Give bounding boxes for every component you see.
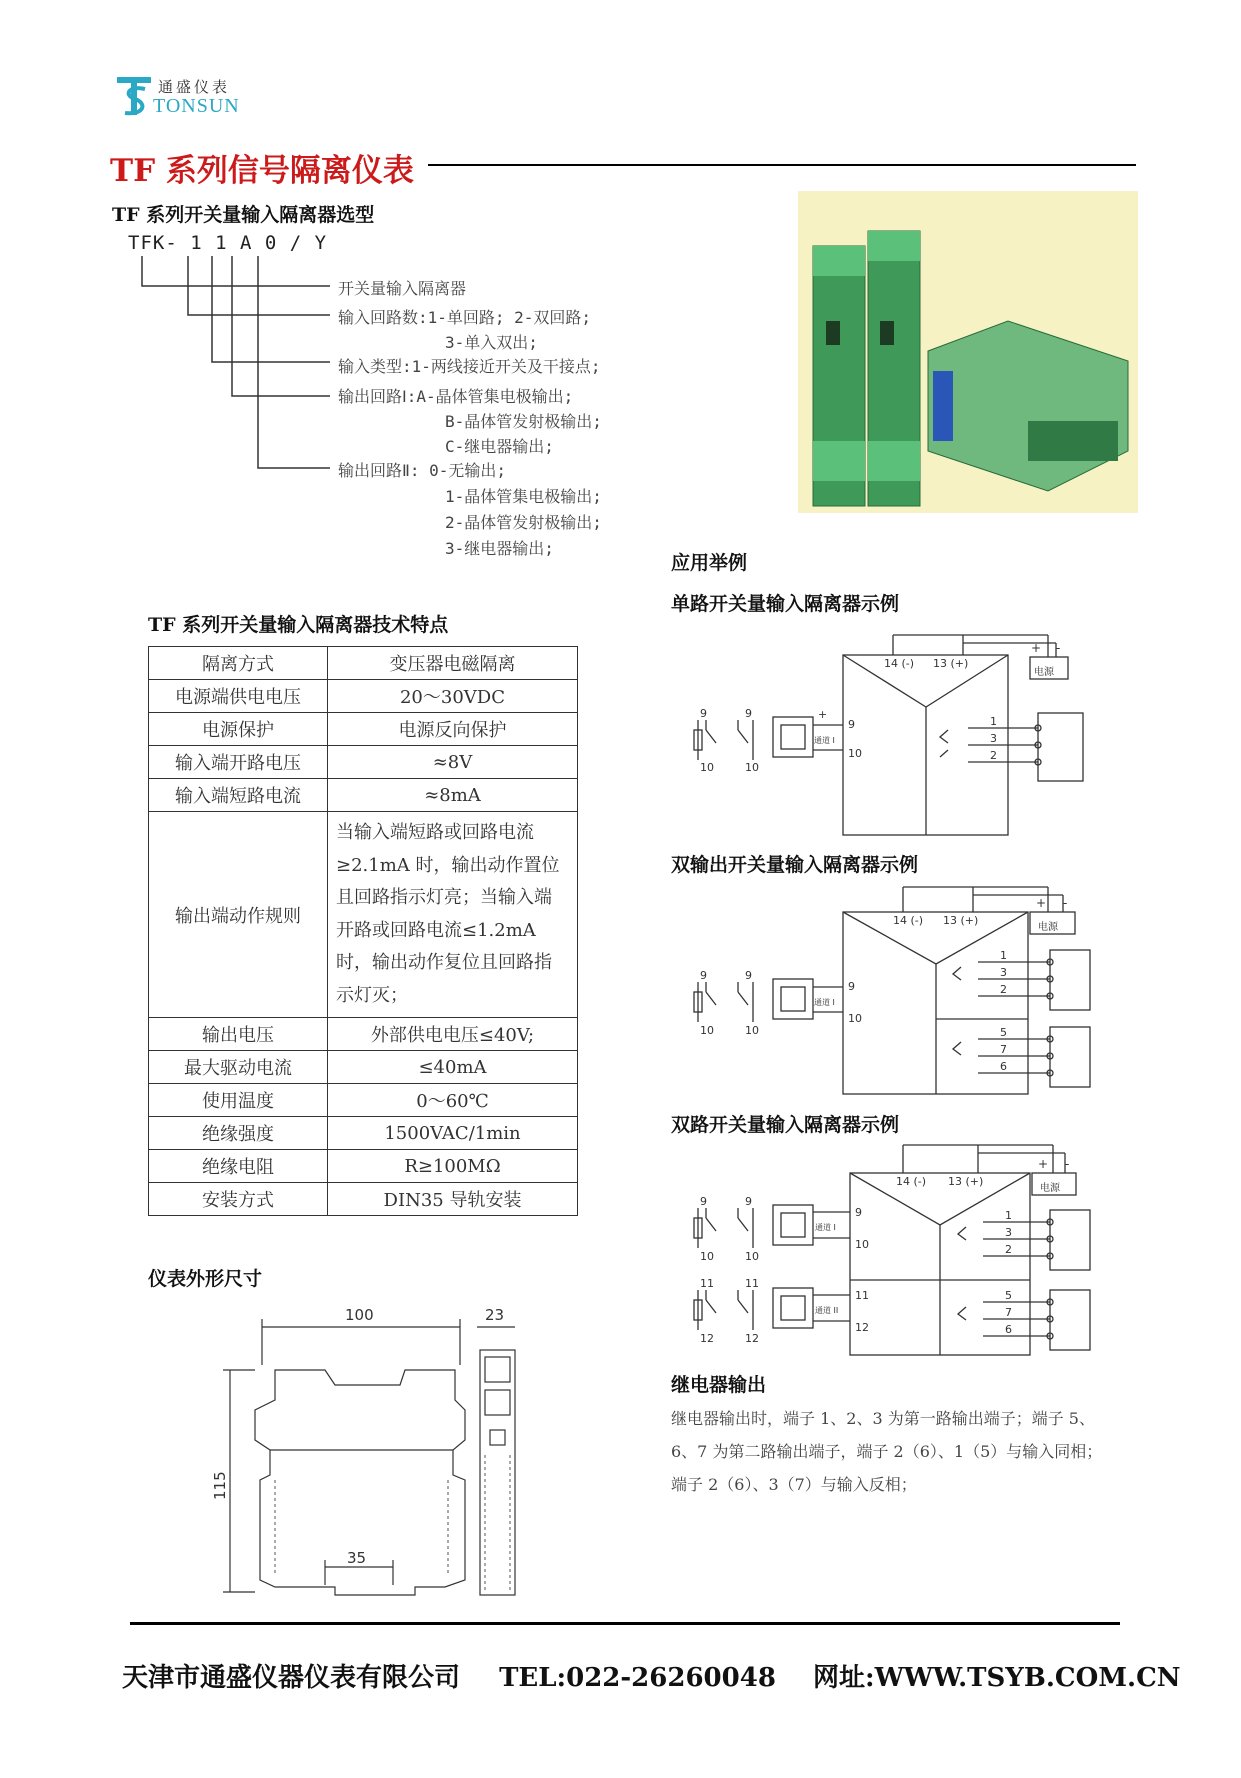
- module-illustration-3: [928, 321, 1128, 491]
- terminal-2-label: 2: [1000, 983, 1007, 996]
- company-name: 天津市通盛仪器仪表有限公司: [122, 1663, 461, 1693]
- power-plus-label: +: [1038, 1157, 1049, 1171]
- table-row: 安装方式 DIN35 导轨安装: [149, 1183, 578, 1216]
- table-row: 绝缘强度 1500VAC/1min: [149, 1117, 578, 1150]
- example3-diagram: [678, 1140, 1098, 1355]
- terminal-1-label: 1: [1005, 1209, 1012, 1222]
- table-row: 绝缘电阻 R≥100MΩ: [149, 1150, 578, 1183]
- terminal-7-label: 7: [1005, 1306, 1012, 1319]
- dimensions-heading: 仪表外形尺寸: [148, 1268, 263, 1290]
- width-dimension: 100: [345, 1306, 374, 1324]
- terminal-9-label: 9: [700, 969, 707, 982]
- terminal-1-label: 1: [990, 715, 997, 728]
- terminal-2-label: 2: [1005, 1243, 1012, 1256]
- example1-heading: 单路开关量输入隔离器示例: [671, 593, 900, 615]
- example1-diagram: [678, 625, 1098, 845]
- terminal-9-label: 9: [700, 707, 707, 720]
- terminal-10-label: 10: [848, 1012, 862, 1025]
- terminal-10-label: 10: [700, 761, 714, 774]
- footer-rule: [130, 1622, 1120, 1625]
- channel-label: 通道 II: [815, 1306, 839, 1315]
- title-rule: [428, 164, 1136, 166]
- terminal-9-label: 9: [745, 1195, 752, 1208]
- terminal-10-label: 10: [745, 1250, 759, 1263]
- height-dimension: 115: [211, 1471, 229, 1500]
- model-code: TFK- 1 1 A 0 / Y: [128, 232, 328, 254]
- selection-line: 1-晶体管集电极输出;: [445, 487, 602, 506]
- table-row: 电源端供电电压 20～30VDC: [149, 680, 578, 713]
- terminal-10-label: 10: [848, 747, 862, 760]
- terminal-10-label: 10: [855, 1238, 869, 1251]
- terminal-14-label: 14 (-): [884, 657, 915, 670]
- selection-line: 3-继电器输出;: [445, 539, 554, 558]
- terminal-9-label: 9: [745, 969, 752, 982]
- relay-description: 继电器输出时，端子 1、2、3 为第一路输出端子；端子 5、6、7 为第二路输出端子，端子 2（6）、1（5）与输入同相；端子 2（6）、3（7）与输入反相；: [671, 1409, 1103, 1494]
- terminal-13-label: 13 (+): [943, 914, 979, 927]
- tonsun-logo-icon: [115, 75, 155, 119]
- relay-heading: 继电器输出: [671, 1374, 767, 1396]
- terminal-2-label: 2: [990, 749, 997, 762]
- terminal-3-label: 3: [990, 732, 997, 745]
- terminal-7-label: 7: [1000, 1043, 1007, 1056]
- terminal-14-label: 14 (-): [893, 914, 924, 927]
- specs-table: [148, 646, 578, 1216]
- table-row: 输出端动作规则 当输入端短路或回路电流≥2.1mA 时，输出动作置位且回路指示灯亮；当输入端开路或回路电流≤1.2mA 时，输出动作复位且回路指示灯灭；: [149, 812, 578, 1018]
- power-minus-label: -: [1056, 641, 1061, 655]
- power-label: 电源: [1038, 922, 1058, 933]
- telephone: TEL:022-26260048: [499, 1663, 776, 1693]
- power-plus-label: +: [1031, 641, 1042, 655]
- terminal-6-label: 6: [1000, 1060, 1007, 1073]
- selection-line: 3-单入双出;: [445, 333, 538, 352]
- module-illustration-1: [813, 246, 865, 506]
- power-minus-label: -: [1063, 896, 1068, 910]
- selection-line: C-继电器输出;: [445, 437, 554, 456]
- rail-dimension: 35: [347, 1549, 367, 1567]
- selection-line: B-晶体管发射极输出;: [445, 412, 602, 431]
- terminal-13-label: 13 (+): [948, 1175, 984, 1188]
- terminal-5-label: 5: [1005, 1289, 1012, 1302]
- terminal-3-label: 3: [1005, 1226, 1012, 1239]
- power-label: 电源: [1034, 667, 1054, 678]
- terminal-5-label: 5: [1000, 1026, 1007, 1039]
- table-row: 隔离方式 变压器电磁隔离: [149, 647, 578, 680]
- terminal-1-label: 1: [1000, 949, 1007, 962]
- page-title: TF 系列信号隔离仪表: [110, 153, 414, 189]
- terminal-9-label: 9: [848, 718, 855, 731]
- footer: [122, 1657, 1181, 1694]
- example2-diagram: [678, 882, 1098, 1097]
- power-label: 电源: [1040, 1183, 1060, 1194]
- terminal-10-label: 10: [700, 1250, 714, 1263]
- selection-heading: TF 系列开关量输入隔离器选型: [112, 204, 375, 226]
- terminal-10-label: 10: [745, 761, 759, 774]
- terminal-12-label: 12: [745, 1332, 759, 1345]
- product-photo: [798, 191, 1138, 513]
- terminal-12-label: 12: [700, 1332, 714, 1345]
- selection-tree: [140, 256, 340, 476]
- selection-line: 输入类型:1-两线接近开关及干接点;: [338, 357, 601, 376]
- terminal-11-label: 11: [700, 1277, 714, 1290]
- selection-line: 输出回路Ⅰ:A-晶体管集电极输出;: [338, 387, 574, 406]
- table-row: 输入端开路电压 ≈8V: [149, 746, 578, 779]
- application-heading: 应用举例: [671, 552, 748, 574]
- terminal-9-label: 9: [855, 1206, 862, 1219]
- table-row: 使用温度 0～60℃: [149, 1084, 578, 1117]
- example3-heading: 双路开关量输入隔离器示例: [671, 1114, 900, 1136]
- depth-dimension: 23: [485, 1306, 505, 1324]
- terminal-14-label: 14 (-): [896, 1175, 927, 1188]
- terminal-11-label: 11: [855, 1289, 869, 1302]
- table-row: 最大驱动电流 ≤40mA: [149, 1051, 578, 1084]
- terminal-10-label: 10: [745, 1024, 759, 1037]
- terminal-13-label: 13 (+): [933, 657, 969, 670]
- logo-english-name: TONSUN: [153, 95, 240, 117]
- website: 网址:WWW.TSYB.COM.CN: [812, 1663, 1181, 1693]
- dimension-drawing: [211, 1305, 545, 1605]
- terminal-11-label: 11: [745, 1277, 759, 1290]
- specs-heading: TF 系列开关量输入隔离器技术特点: [148, 614, 449, 636]
- selection-line: 输入回路数:1-单回路; 2-双回路;: [338, 308, 592, 327]
- terminal-12-label: 12: [855, 1321, 869, 1334]
- terminal-10-label: 10: [700, 1024, 714, 1037]
- channel-label: 通道 I: [814, 998, 835, 1007]
- table-row: 电源保护 电源反向保护: [149, 713, 578, 746]
- logo-chinese-name: 通盛仪表: [158, 78, 231, 96]
- module-illustration-2: [868, 231, 920, 506]
- example2-heading: 双输出开关量输入隔离器示例: [671, 854, 919, 876]
- selection-line: 输出回路Ⅱ: 0-无输出;: [338, 461, 507, 480]
- terminal-6-label: 6: [1005, 1323, 1012, 1336]
- terminal-9-label: 9: [745, 707, 752, 720]
- channel-label: 通道 I: [815, 1223, 836, 1232]
- terminal-3-label: 3: [1000, 966, 1007, 979]
- terminal-9-label: 9: [848, 980, 855, 993]
- channel-label: 通道 I: [814, 736, 835, 745]
- table-row: 输入端短路电流 ≈8mA: [149, 779, 578, 812]
- power-plus-label: +: [1036, 896, 1047, 910]
- power-minus-label: -: [1065, 1157, 1070, 1171]
- table-row: 输出电压 外部供电电压≤40V;: [149, 1018, 578, 1051]
- terminal-9-label: 9: [700, 1195, 707, 1208]
- selection-line: 2-晶体管发射极输出;: [445, 513, 602, 532]
- input-plus-label: +: [818, 708, 828, 721]
- selection-line: 开关量输入隔离器: [338, 279, 467, 298]
